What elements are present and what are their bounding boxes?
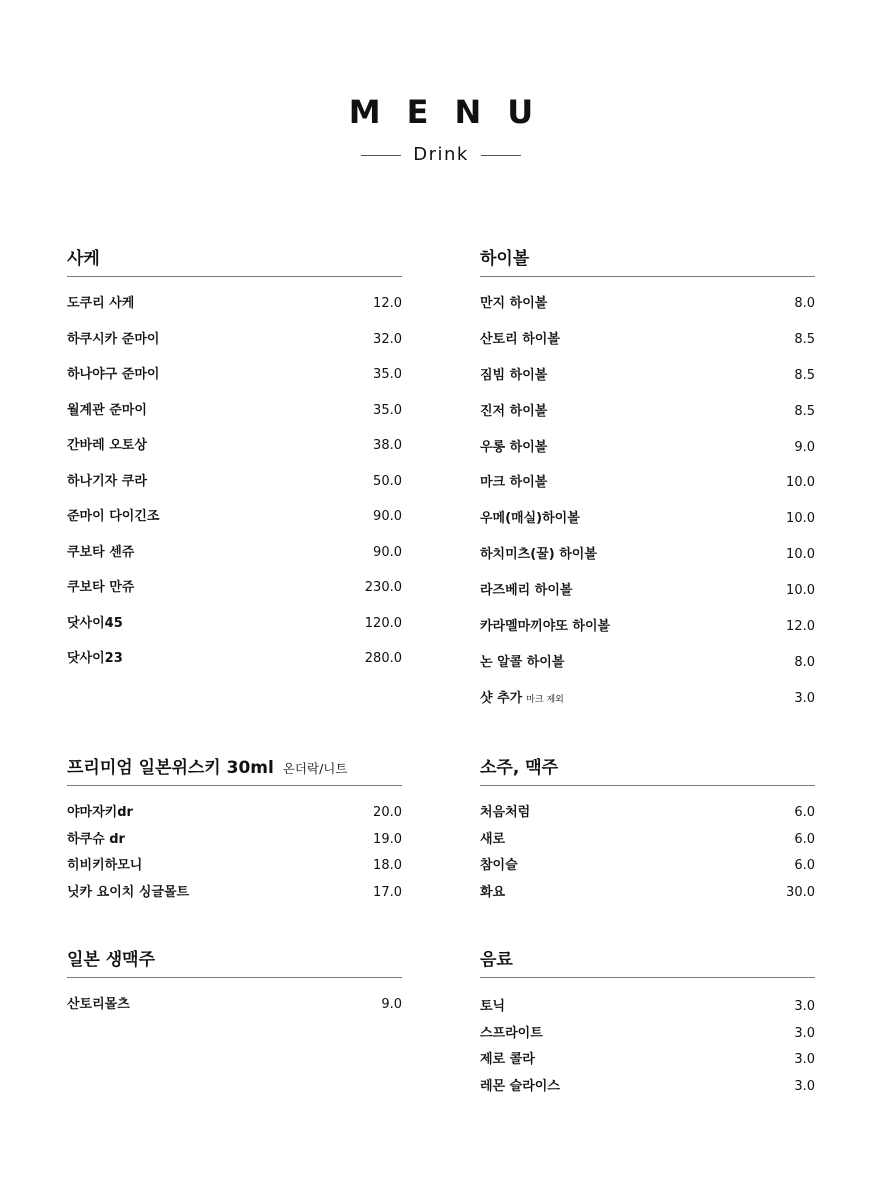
item-list (67, 804, 402, 911)
item-name: 마크 하이볼 (480, 475, 548, 491)
item-price: 20.0 (373, 805, 402, 820)
menu-item (67, 831, 402, 858)
item-price: 30.0 (786, 885, 815, 901)
section-title: 소주, 맥주 (480, 758, 559, 778)
item-name-group (67, 544, 134, 562)
item-name-group (67, 857, 142, 875)
section-header (67, 756, 402, 786)
menu-item (67, 804, 402, 831)
item-price: 8.5 (794, 403, 815, 419)
item-name: 샷 추가 (480, 690, 523, 706)
item-name: 쿠보타 센쥬 (67, 544, 135, 560)
item-price: 230.0 (364, 580, 402, 595)
item-price: 12.0 (373, 296, 402, 311)
section-draft-beer (67, 948, 402, 1023)
item-price: 18.0 (373, 858, 402, 874)
section-soju-beer (480, 756, 815, 911)
item-name-group (67, 804, 133, 822)
item-price: 35.0 (373, 402, 402, 418)
item-name: 우롱 하이볼 (480, 439, 548, 455)
item-price: 8.5 (794, 367, 815, 383)
menu-item (67, 508, 402, 544)
menu-item (480, 804, 815, 831)
item-name: 처음처럼 (480, 805, 531, 820)
item-name: 하나야구 준마이 (67, 367, 160, 382)
item-price: 90.0 (373, 544, 402, 560)
item-name: 라즈베리 하이볼 (480, 583, 573, 599)
item-name-group (67, 366, 159, 384)
item-name: 진저 하이볼 (480, 403, 548, 419)
section-sake (67, 247, 402, 686)
item-name-group (67, 437, 147, 455)
menu-item (480, 403, 815, 439)
item-name: 산토리 하이볼 (480, 331, 560, 347)
section-title: 일본 생맥주 (67, 950, 156, 970)
item-price: 8.0 (794, 654, 815, 670)
item-name-group (67, 473, 147, 491)
item-name-group (480, 295, 547, 313)
item-name-group (67, 831, 125, 849)
section-whisky (67, 756, 402, 911)
item-name: 스프라이트 (480, 1025, 543, 1041)
item-name-group (67, 615, 123, 633)
item-name: 카라멜마끼야또 하이볼 (480, 619, 611, 635)
item-price: 120.0 (364, 615, 402, 631)
item-price: 10.0 (786, 475, 815, 491)
item-name: 하치미츠(꿀) 하이볼 (480, 547, 597, 563)
section-header (480, 247, 815, 277)
item-name: 간바레 오토상 (67, 438, 147, 453)
item-price: 19.0 (373, 831, 402, 847)
menu-item (480, 618, 815, 654)
item-name-group (480, 546, 597, 564)
section-beverage (480, 948, 815, 1105)
item-name: 야마자키dr (67, 805, 133, 820)
item-name-group (480, 618, 610, 636)
menu-item (480, 439, 815, 475)
item-list (480, 804, 815, 911)
item-list (67, 996, 402, 1023)
item-price: 8.0 (794, 296, 815, 311)
item-price: 35.0 (373, 367, 402, 382)
menu-item (480, 831, 815, 858)
item-name: 하쿠슈 dr (67, 831, 125, 847)
item-name-group (480, 998, 505, 1016)
item-price: 32.0 (373, 331, 402, 347)
item-price: 10.0 (786, 511, 815, 527)
section-header (67, 247, 402, 277)
menu-item (480, 654, 815, 690)
menu-item (480, 546, 815, 582)
item-name: 레몬 슬라이스 (480, 1079, 560, 1095)
item-price: 9.0 (794, 439, 815, 455)
item-name: 우메(매실)하이볼 (480, 511, 580, 527)
menu-item (67, 579, 402, 615)
item-name-group (480, 654, 564, 672)
section-title: 사케 (67, 249, 100, 269)
item-name-group (480, 439, 547, 457)
menu-item (67, 331, 402, 367)
item-name: 새로 (480, 831, 506, 847)
menu-item (480, 998, 815, 1025)
item-name: 닛카 요이치 싱글몰트 (67, 885, 190, 901)
menu-item (480, 474, 815, 510)
item-note: 마크 제외 (526, 694, 564, 705)
item-name: 닷사이45 (67, 615, 123, 631)
menu-item (480, 1078, 815, 1105)
item-price: 50.0 (373, 473, 402, 489)
item-price: 6.0 (794, 858, 815, 874)
menu-item (480, 690, 815, 726)
item-list (480, 295, 815, 726)
item-name: 쿠보타 만쥬 (67, 580, 135, 595)
item-price: 3.0 (794, 1025, 815, 1041)
subtitle-left-rule (361, 155, 401, 156)
item-price: 8.5 (794, 331, 815, 347)
item-name-group (67, 884, 189, 902)
menu-item (480, 510, 815, 546)
item-price: 280.0 (364, 651, 402, 666)
item-name: 만지 하이볼 (480, 296, 548, 311)
menu-item (67, 295, 402, 331)
item-name-group (480, 690, 564, 709)
item-name-group (67, 650, 123, 668)
item-price: 12.0 (786, 619, 815, 635)
menu-item (67, 366, 402, 402)
item-price: 10.0 (786, 547, 815, 563)
section-title: 하이볼 (480, 249, 530, 269)
section-header (480, 948, 815, 978)
item-name-group (480, 884, 505, 902)
item-name-group (480, 804, 530, 822)
item-name-group (67, 402, 147, 420)
item-price: 3.0 (794, 690, 815, 706)
item-name: 화요 (480, 885, 506, 901)
item-name-group (480, 331, 560, 349)
item-name-group (480, 1051, 535, 1069)
item-name: 도쿠리 사케 (67, 296, 135, 311)
item-name-group (480, 857, 518, 875)
menu-title: MENU (348, 93, 560, 131)
section-header (480, 756, 815, 786)
menu-item (67, 615, 402, 651)
item-name: 제로 콜라 (480, 1052, 535, 1068)
item-name: 히비키하모니 (67, 858, 143, 874)
item-name-group (67, 996, 130, 1014)
item-name-group (480, 403, 547, 421)
item-price: 3.0 (794, 1079, 815, 1095)
item-price: 3.0 (794, 1052, 815, 1068)
menu-item (67, 884, 402, 911)
item-price: 17.0 (373, 885, 402, 901)
menu-item (67, 402, 402, 438)
subtitle-row (0, 143, 882, 167)
menu-item (480, 1025, 815, 1052)
menu-item (67, 650, 402, 686)
item-name: 월계관 준마이 (67, 402, 147, 418)
item-name-group (480, 1025, 543, 1043)
section-header (67, 948, 402, 978)
item-name-group (480, 582, 572, 600)
item-price: 3.0 (794, 999, 815, 1014)
item-list (67, 295, 402, 686)
menu-item (480, 295, 815, 331)
menu-item (480, 331, 815, 367)
section-note: 온더락/니트 (282, 761, 348, 776)
item-name: 닷사이23 (67, 651, 123, 666)
section-highball (480, 247, 815, 726)
menu-item (480, 582, 815, 618)
item-name: 산토리몰츠 (67, 997, 130, 1012)
menu-item (480, 1051, 815, 1078)
item-name-group (480, 510, 580, 528)
section-title: 프리미엄 일본위스키 30ml (67, 758, 274, 778)
item-name-group (67, 508, 159, 526)
menu-item (67, 437, 402, 473)
item-name-group (480, 831, 505, 849)
item-price: 10.0 (786, 583, 815, 599)
menu-subtitle: Drink (413, 144, 469, 165)
item-name: 준마이 다이긴조 (67, 509, 160, 524)
item-price: 38.0 (373, 438, 402, 453)
item-price: 6.0 (794, 805, 815, 820)
item-name: 논 알콜 하이볼 (480, 654, 565, 670)
item-name: 하쿠시카 준마이 (67, 331, 160, 347)
menu-item (67, 996, 402, 1023)
item-name-group (67, 579, 134, 597)
item-name: 짐빔 하이볼 (480, 367, 548, 383)
section-title: 음료 (480, 950, 513, 970)
item-name: 참이슬 (480, 858, 518, 874)
item-name-group (480, 367, 547, 385)
menu-item (480, 857, 815, 884)
item-list (480, 998, 815, 1105)
item-name: 하나기자 쿠라 (67, 473, 147, 489)
subtitle-right-rule (481, 155, 521, 156)
item-name: 토닉 (480, 999, 506, 1014)
menu-item (67, 473, 402, 509)
item-name-group (480, 1078, 560, 1096)
item-name-group (67, 331, 159, 349)
menu-item (480, 367, 815, 403)
item-price: 9.0 (381, 997, 402, 1012)
menu-item (67, 857, 402, 884)
item-name-group (67, 295, 134, 313)
item-price: 90.0 (373, 509, 402, 524)
item-price: 6.0 (794, 831, 815, 847)
menu-item (67, 544, 402, 580)
menu-item (480, 884, 815, 911)
item-name-group (480, 474, 547, 492)
